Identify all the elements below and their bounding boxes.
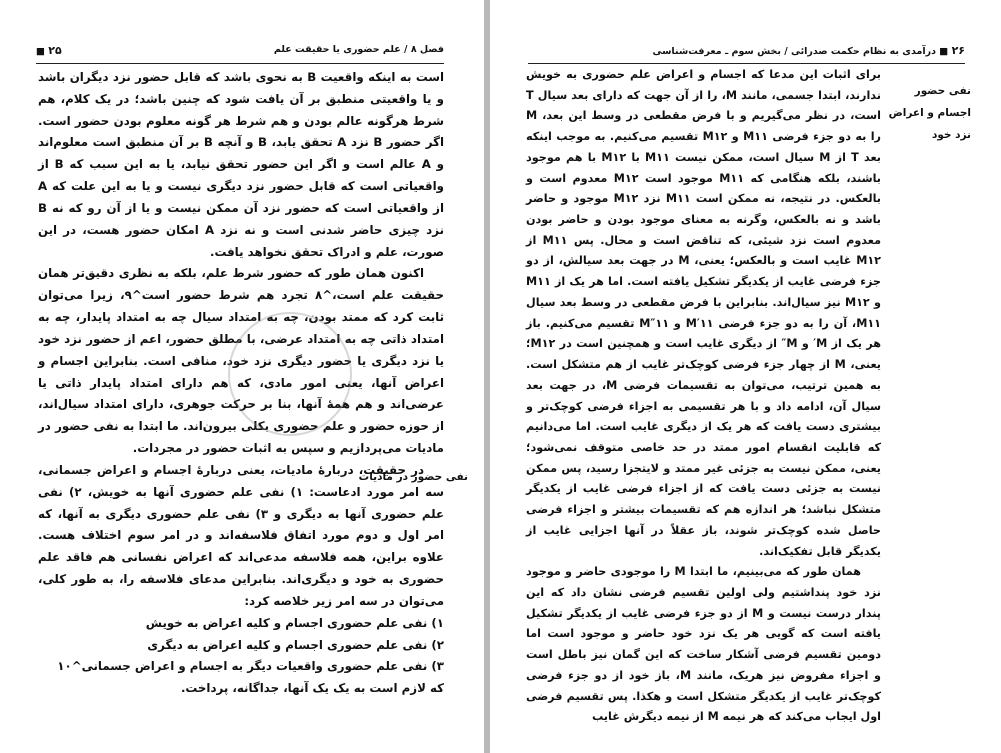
- right-margin-heading: نفی حضور اجسام و اعراض نزد خود: [888, 85, 971, 141]
- header-rule: [528, 63, 965, 64]
- left-paragraph-4: که لازم است به یک یک آنها، جداگانه، پرداخت.: [180, 681, 444, 696]
- right-page: [490, 0, 1001, 753]
- left-page-header: [36, 44, 444, 60]
- left-page-number-group: [36, 44, 62, 57]
- left-list-item-2: ۲) نفی علم حضوری اجسام و کلیه اعراض به دیگری: [147, 637, 444, 652]
- left-paragraph-1: است به اینکه واقعیت B به نحوی باشد که قابل حضور نزد دیگران باشد و یا واقعیتی منطبق بر آن یافت شود که چنین باشد؛ در یک کلام، هم شرط هرگونه عالم بودن و هم شرط هر گونه معلوم بودن حضور است. اگر حضور B نزد A تحقق یابد، B و آنچه B بر آن منطبق است معلوم‌اند و A عالم است و اگر این حضور تحقق نیابد، یا به این سبب که B از واقعیاتی است که قابل حضور نزد دیگری نیست و یا به این علت که A از واقعیاتی است که حضور نزد آن ممکن نیست و یا از آن رو که نه B نزد چیزی حاضر شدنی است و نه نزد A امکان حضور هست، در این صورت، علم و ادراک تحقق نخواهد یافت.: [38, 70, 445, 259]
- left-paragraph-3: در حقیقت، دربارهٔ مادیات، یعنی دربارهٔ اجسام و اعراض جسمانی، سه امر مورد ادعاست: ۱) نفی علم حضوری آنها به خویش، ۲) نفی علم حضوری آنها به دیگری و ۳) نفی علم حضوری دیگری به آنها، که امر اول و دوم مورد اتفاق فلاسفه‌اند و در امر سوم اختلاف هست. علاوه براین، همه فلاسفه مدعی‌اند که اعراض نفسانی هم فاقد علم حضوری به خود و دیگری‌اند. بنابراین مدعای فلاسفه را، به طور کلی، می‌توان در سه امر زیر خلاصه کرد:: [38, 462, 445, 608]
- left-page-chapter-title: فصل ۸ / علم حضوری یا حقیقت علم: [273, 44, 444, 55]
- left-page-number: ۲۵: [48, 44, 62, 57]
- right-paragraph-1: برای اثبات این مدعا که اجسام و اعراض علم حضوری به خویش ندارند، ابتدا جسمی، مانند M، را از آن جهت که دارای بعد سیال T است، در نظر می‌گیریم و با فرض مقطعی در وسط این بعد، M را به دو جزء فرضی M۱۱ و M۱۲ تقسیم می‌کنیم. به موجب اینکه بعد T از M سیال است، ممکن نیست M۱۱ با M۱۲ با هم موجود باشند، بلکه هنگامی که M۱۱ موجود است M۱۲ معدوم است و بالعکس. در نتیجه، نه ممکن است M۱۱ نزد M۱۲ موجود و حاضر باشد و نه بالعکس، وگرنه به معنای موجود بودن و حاضر بودن معدوم است نزد شیئی، که تناقض است و محال. پس M۱۱ از M۱۲ غایب است و بالعکس؛ یعنی، M در جهت بعد سیالش، از دو جزء فرضی غایب از یکدیگر تشکیل یافته است. اما هر یک از M۱۱ و M۱۲ نیز سیال‌اند. بنابراین با فرض مقطعی در وسط بعد سیال M۱۱، آن را به دو جزء فرضی M′۱۱ و M″۱۱ تقسیم می‌کنیم. باز هر یک از M′ و M″ از دیگری غایب است و همچنین است در M۱۲؛ یعنی، M از چهار جزء فرضی کوچک‌تر غایب از هم متشکل است. به همین ترتیب، می‌توان به تقسیمات فرضی M، در جهت بعد سیال آن، ادامه داد و با هر تقسیمی به اجزاء فرضی کوچک‌تر و بیشتری دست یافت که هر یک از دیگری غایب است. اما می‌دانیم که قابلیت انقسام امور ممتد در حد خاصی متوقف نمی‌شود؛ یعنی، ممکن نیست به جزئی غیر ممتد و لایتجزا رسید، پس ممکن نیست به جزئی دست یافت که از اجزاء فرضی غایب از یکدیگر متشکل نباشد؛ هر اندازه هم که تقسیمات بیشتر و اجزاء فرضی حاصل شده کوچک‌تر شوند، باز عقلاً در آنها اجزایی غایب از یکدیگر قابل تفکیک‌اند.: [526, 68, 882, 558]
- left-page: [0, 0, 484, 753]
- header-square-mark: ■: [36, 46, 45, 57]
- header-square-mark: ■: [935, 46, 949, 57]
- right-page-number: ۲۶: [951, 44, 965, 57]
- header-rule: [36, 63, 444, 64]
- left-list-item-3: ۳) نفی علم حضوری واقعیات دیگر به اجسام و اعراض جسمانی^۱۰: [57, 659, 444, 674]
- right-page-number-group: [652, 44, 965, 57]
- right-paragraph-2: همان طور که می‌بینیم، ما ابتدا M را موجودی حاضر و موجود نزد خود پنداشتیم ولی اولین تقسیم فرضی نشان داد که این پندار درست نیست و M از دو جزء فرضی غایب از یکدیگر تشکیل یافته است که گویی هر یک نزد خود حاضر و موجود است اما دومین تقسیم فرضی آشکار ساخت که این گمان نیز باطل است و اجزاء مفروض نیز هریک، مانند M، باز خود از دو جزء فرضی کوچک‌تر غایب از یکدیگر متشکل است و هکذا. پس تقسیم فرضی اول ایجاب می‌کند که هر نیمه M از نیمه دیگرش غایب: [526, 565, 881, 724]
- right-page-body: [526, 65, 881, 728]
- right-page-chapter-title: درآمدی به نظام حکمت صدرائی / بخش سوم ـ معرفت‌شناسی: [652, 46, 936, 57]
- left-list-item-1: ۱) نفی علم حضوری اجسام و کلیه اعراض به خویش: [145, 615, 444, 630]
- left-paragraph-2: اکنون همان طور که حضور شرط علم، بلکه به نظری دقیق‌تر همان حقیقت علم است،^۸ تجرد هم شرط حضور است^۹، زیرا می‌توان ثابت کرد که ممتد بودن، چه به امتداد سیال چه به امتداد پایدار، چه به امتداد ذاتی چه به امتداد عرضی، با مطلق حضور، اعم از حضور نزد خود یا نزد دیگری یا حضور دیگری نزد خود، منافی است. بنابراین اجسام و اعراض آنها، یعنی امور مادی، که هم دارای امتداد پایدار ذاتی یا عرضی‌اند و هم همهٔ آنها، بنا بر حرکت جوهری، دارای امتداد سیال‌اند، از حوزه حضور و علم حضوری بکلی بیرون‌اند. ما ابتدا به نفی حضور در مادیات می‌پردازیم و سپس به اثبات حضور در مجردات.: [38, 266, 445, 456]
- left-margin-heading: نفی حضور در مادیات: [358, 471, 468, 483]
- right-page-header: [528, 44, 965, 60]
- library-stamp-watermark: [228, 312, 352, 436]
